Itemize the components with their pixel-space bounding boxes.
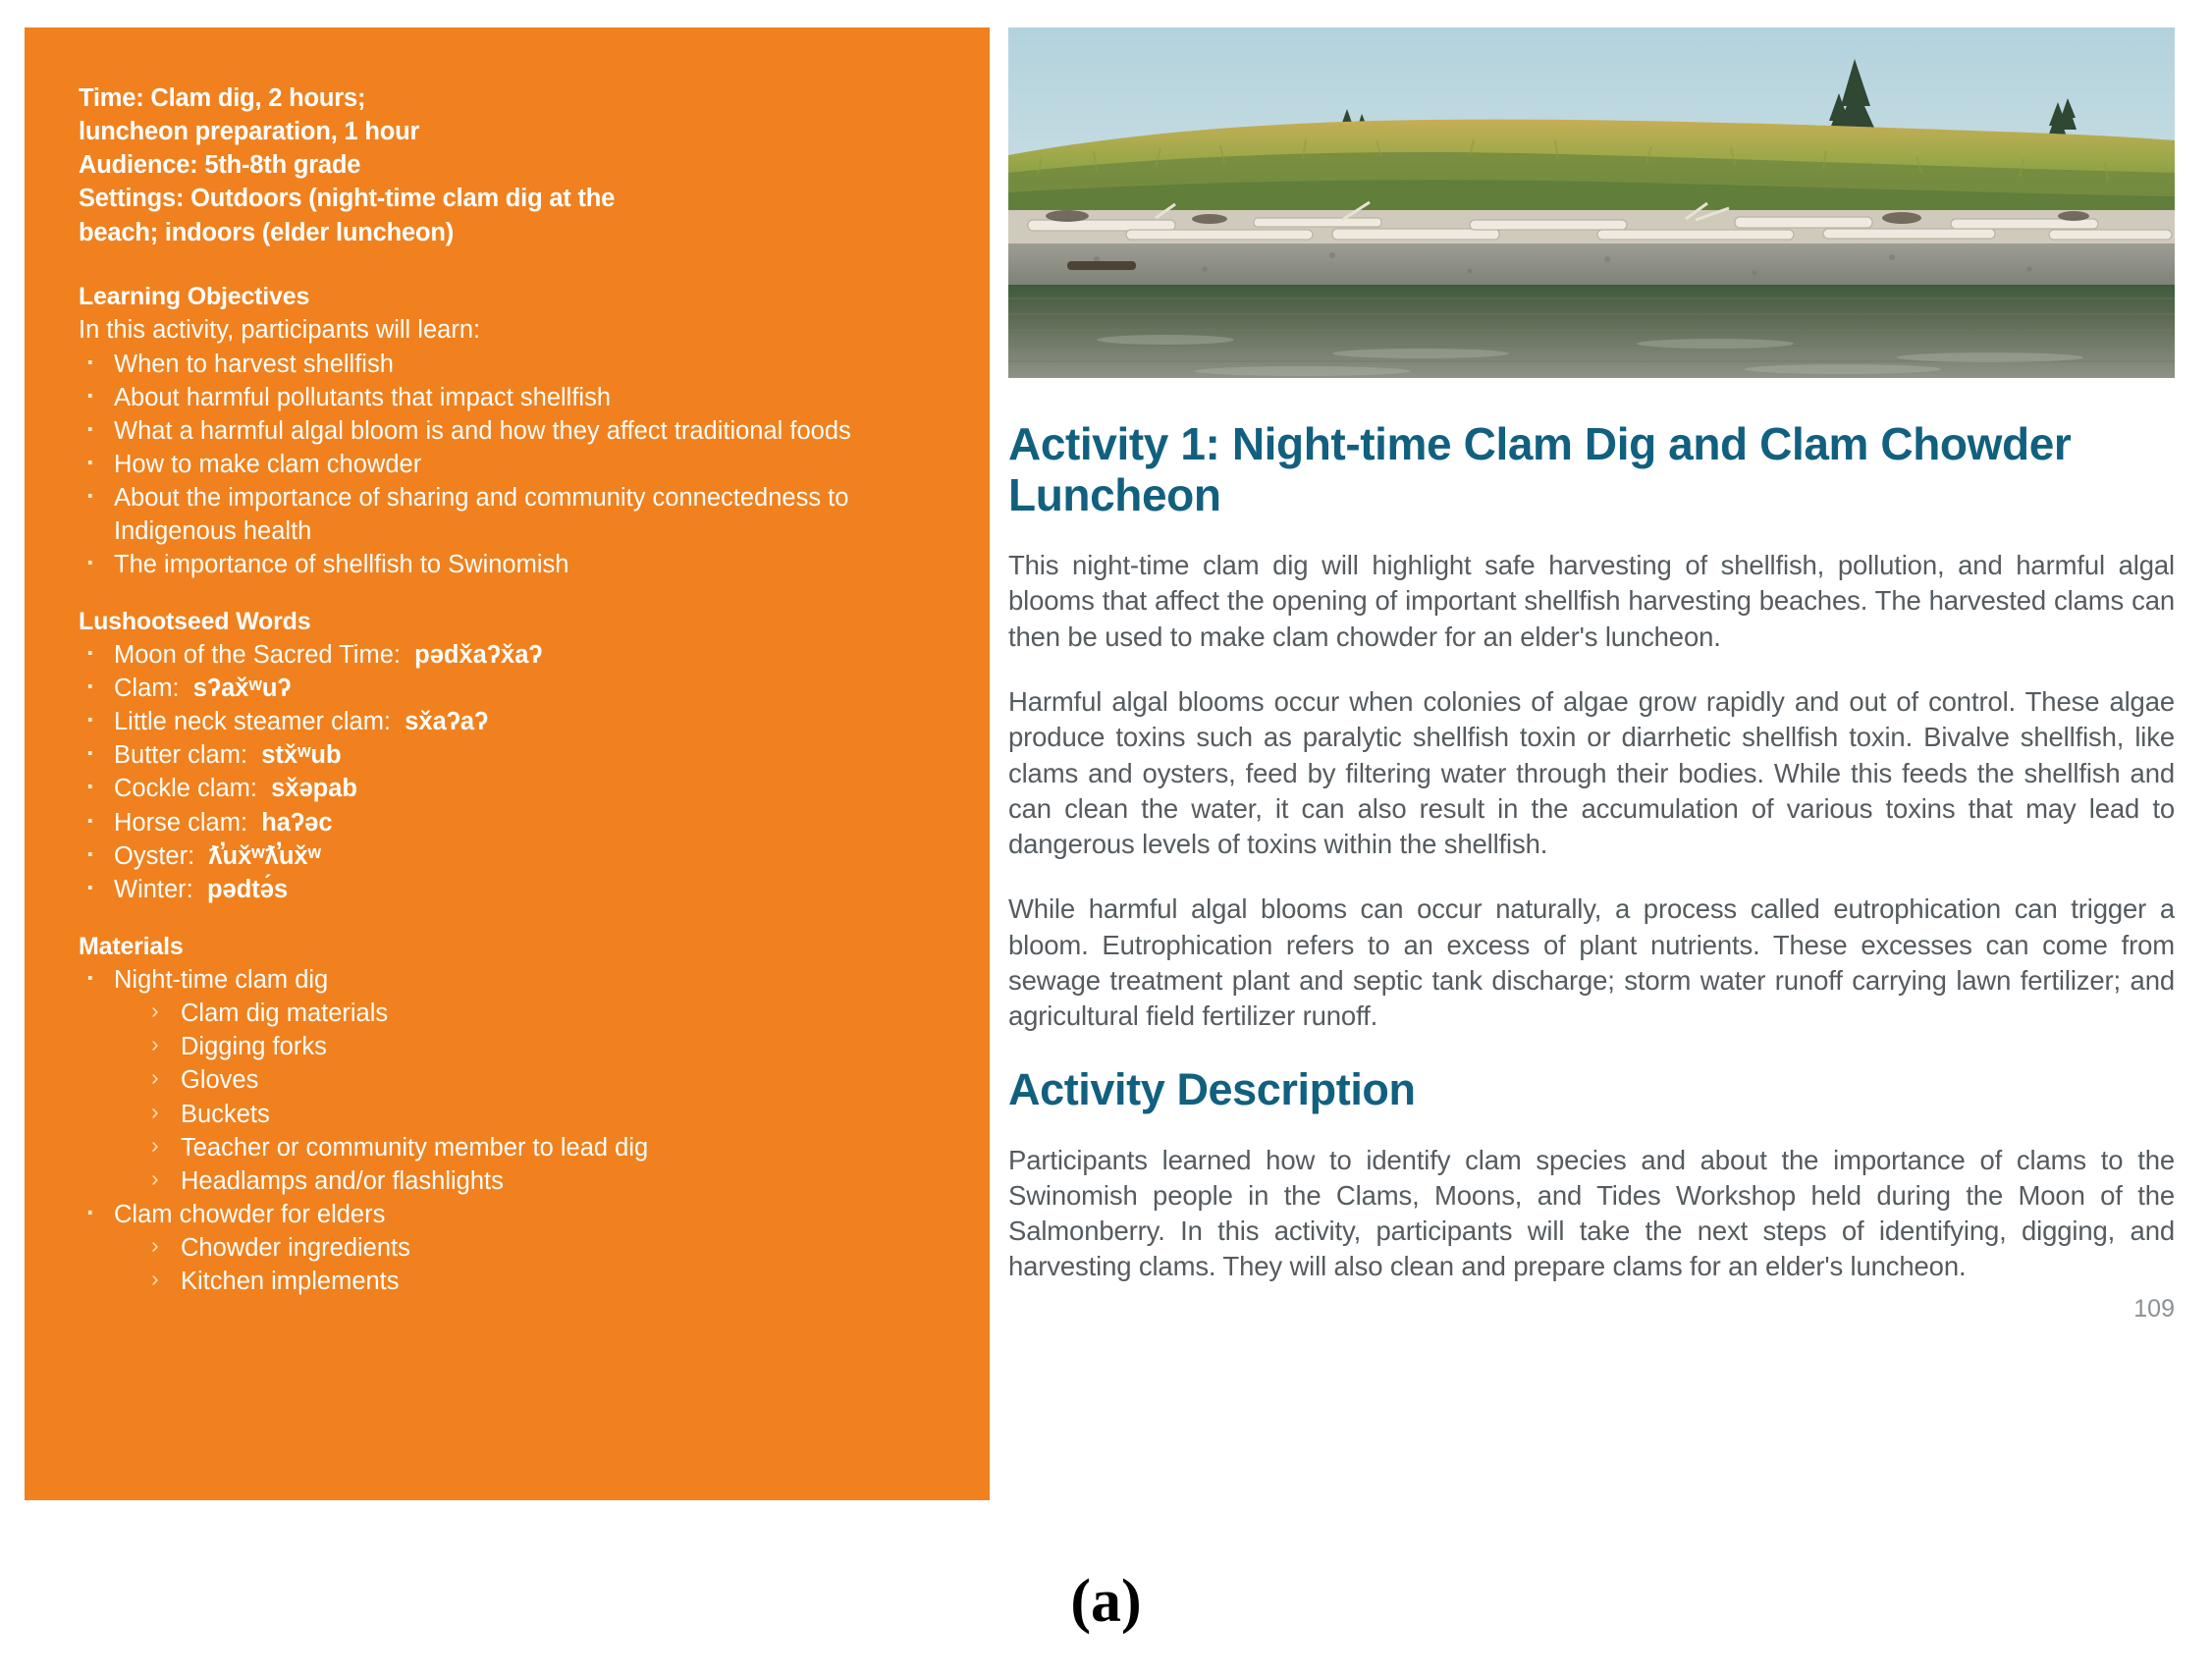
list-item — [79, 807, 948, 839]
list-item: › Headlamps and/or flashlights — [145, 1165, 948, 1198]
learning-objectives-list — [79, 349, 948, 581]
list-item — [79, 639, 948, 672]
spacer — [79, 907, 948, 933]
orange-info-panel — [25, 27, 990, 1500]
body-paragraph: This night-time clam dig will highlight safe harvesting of shellfish, pollution, and harmful algal blooms that affect the opening of important shellfish harvesting beaches. The harvested clams can then be used to make clam chowder for an elder's luncheon. — [1008, 550, 2175, 652]
lushootseed-gloss: Winter: — [114, 875, 193, 903]
lushootseed-term: ƛ̕ux̌ʷƛ̕ux̌ʷ — [208, 841, 321, 870]
meta-line-settings: Settings: Outdoors (night-time clam dig at the — [79, 185, 616, 213]
materials-group-0-sublist-wrap — [145, 998, 948, 1198]
lushootseed-term: pədtə́s — [206, 875, 289, 903]
list-item: · When to harvest shellfish — [79, 349, 948, 381]
materials-list-group-1 — [79, 1199, 948, 1231]
materials-sublist — [145, 998, 948, 1198]
list-item: › Clam dig materials — [145, 998, 948, 1030]
lushootseed-gloss: Clam: — [114, 675, 180, 703]
list-item: › Teacher or community member to lead dig — [145, 1132, 948, 1164]
list-item: · About harmful pollutants that impact shellfish — [79, 382, 948, 414]
lushootseed-gloss: Cockle clam: — [114, 775, 257, 803]
learning-objectives-intro: In this activity, participants will learn: — [79, 315, 481, 344]
list-item: › Gloves — [145, 1064, 948, 1097]
lushootseed-term: pədx̌aʔx̌aʔ — [414, 640, 543, 669]
list-item — [79, 673, 948, 705]
body-paragraph: Participants learned how to identify clam species and about the importance of clams to the Swinomish people in the Clams, Moons, and Tides Workshop held during the Moon of the Salmonberry. In this activity, participants will take the next steps of identifying, digging, and harvesting clams. They will also clean and prepare clams for an elder's luncheon. — [1008, 1144, 2175, 1282]
lushootseed-heading: Lushootseed Words — [79, 607, 311, 635]
lushootseed-list — [79, 639, 948, 906]
list-item — [79, 874, 948, 906]
body-paragraph: Harmful algal blooms occur when colonies of algae grow rapidly and out of control. These algae produce toxins such as paralytic shellfish toxin or diarrhetic shellfish toxin. Bivalve shellfish, like clams and oysters, feed by filtering water through their bodies. While this feeds the shellfish and can clean the water, it can also result in the accumulation of various toxins that may lead to dangerous levels of toxins within the shellfish. — [1008, 685, 2175, 860]
list-item: › Buckets — [145, 1099, 948, 1131]
lushootseed-term: stx̌ʷub — [261, 741, 342, 770]
list-item: · Night-time clam dig — [79, 964, 948, 997]
meta-line-time: Time: Clam dig, 2 hours; — [79, 84, 366, 112]
list-item: · What a harmful algal bloom is and how they affect traditional foods — [79, 415, 948, 448]
session-meta-block — [79, 81, 948, 249]
materials-heading: Materials — [79, 933, 184, 961]
spacer — [79, 582, 948, 608]
lushootseed-term: haʔəc — [261, 808, 333, 837]
meta-line-settings-cont: beach; indoors (elder luncheon) — [79, 218, 455, 246]
beach-shoreline-photo — [1008, 27, 2175, 378]
learning-objectives-section — [79, 283, 948, 581]
list-item: · Clam chowder for elders — [79, 1199, 948, 1231]
lushootseed-words-section — [79, 608, 948, 906]
meta-line-luncheon-prep: luncheon preparation, 1 hour — [79, 118, 420, 146]
lushootseed-gloss: Little neck steamer clam: — [114, 708, 392, 736]
materials-list — [79, 964, 948, 997]
lushootseed-term: sx̌aʔaʔ — [405, 708, 489, 736]
meta-line-audience: Audience: 5th-8th grade — [79, 151, 361, 180]
page-title: Activity 1: Night-time Clam Dig and Clam Chowder Luncheon — [1008, 418, 2072, 520]
lushootseed-term: sx̌əpab — [271, 775, 358, 803]
learning-objectives-heading: Learning Objectives — [79, 282, 310, 310]
body-paragraph: While harmful algal blooms can occur naturally, a process called eutrophication can trigger a bloom. Eutrophication refers to an excess of plant nutrients. These excesses can come from sewage treatment plant and septic tank discharge; storm water runoff carrying lawn fertilizer; and agricultural field fertilizer runoff. — [1008, 893, 2175, 1032]
materials-section — [79, 933, 948, 1298]
list-item — [79, 773, 948, 805]
list-item — [79, 739, 948, 772]
list-item: › Kitchen implements — [145, 1266, 948, 1298]
figure-caption: (a) — [1070, 1568, 1142, 1635]
page-number: 109 — [2133, 1294, 2175, 1323]
article-column — [1008, 27, 2183, 1500]
lushootseed-gloss: Horse clam: — [114, 808, 248, 837]
activity-description-heading: Activity Description — [1008, 1063, 1416, 1114]
materials-sublist — [145, 1232, 948, 1298]
list-item: › Digging forks — [145, 1031, 948, 1063]
list-item: · How to make clam chowder — [79, 449, 948, 481]
list-item — [79, 706, 948, 738]
lushootseed-term: sʔax̌ʷuʔ — [192, 675, 292, 703]
list-item: · The importance of shellfish to Swinomish — [79, 549, 948, 581]
lushootseed-gloss: Butter clam: — [114, 741, 248, 770]
lushootseed-gloss: Moon of the Sacred Time: — [114, 640, 401, 669]
lushootseed-gloss: Oyster: — [114, 841, 195, 870]
materials-group-1-sublist-wrap — [145, 1232, 948, 1298]
list-item: · About the importance of sharing and community connectedness to Indigenous health — [79, 482, 948, 547]
list-item — [79, 840, 948, 873]
beach-photo-graphic — [1008, 27, 2175, 378]
list-item: › Chowder ingredients — [145, 1232, 948, 1265]
